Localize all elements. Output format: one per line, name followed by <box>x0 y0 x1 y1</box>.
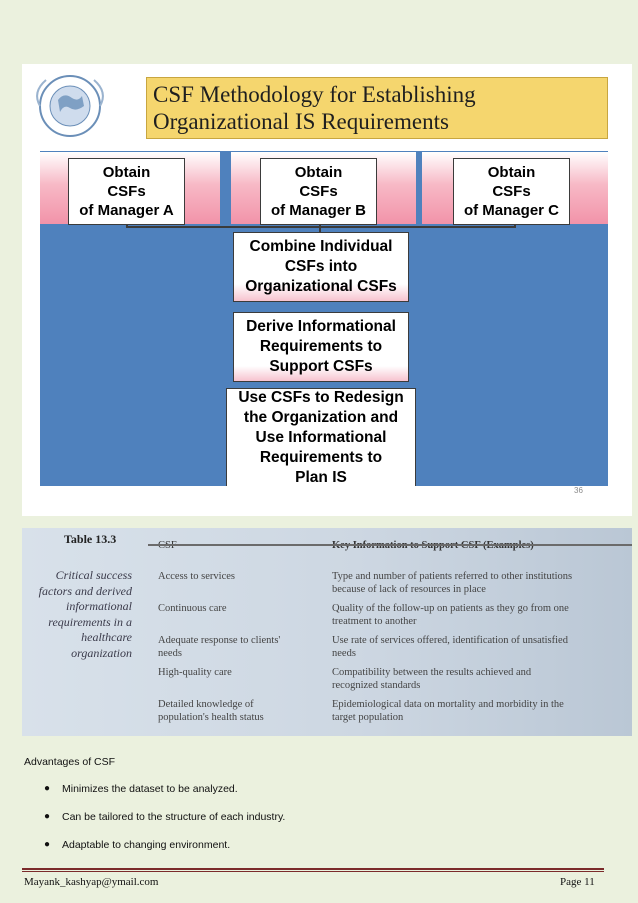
slide-title-line1: CSF Methodology for Establishing <box>153 82 476 107</box>
table-row-5-csf <box>158 699 264 724</box>
bullet-icon: ● <box>44 839 51 850</box>
advantage-item: Adaptable to changing environment. <box>62 839 231 851</box>
connector-horizontal <box>126 226 516 228</box>
bullet-icon: ● <box>44 783 51 794</box>
manager-c-line3: of Manager C <box>463 202 559 219</box>
cell-line: Continuous care <box>158 603 227 614</box>
caption-line: Critical success <box>55 568 132 582</box>
cell-line: Type and number of patients referred to other institutions <box>332 571 573 582</box>
manager-b-line3: of Manager B <box>270 202 366 219</box>
step3-line4: Requirements to <box>259 448 383 466</box>
cell-line: recognized standards <box>332 679 421 691</box>
caption-line: factors and derived <box>38 583 132 598</box>
slide-number: 36 <box>574 486 583 495</box>
table-header-rule <box>148 544 632 546</box>
table-row-2-info <box>332 603 569 628</box>
cell-line: because of lack of resources in place <box>332 583 486 595</box>
cell-line: Access to services <box>158 571 235 582</box>
footer-page-number: Page 11 <box>560 876 595 888</box>
table-caption <box>22 568 132 661</box>
manager-a-line2: CSFs <box>107 183 146 200</box>
table-row-4-csf <box>158 667 232 680</box>
step2-line3: Support CSFs <box>269 358 373 375</box>
step3-line2: the Organization and <box>243 408 399 426</box>
institute-seal-logo <box>30 70 126 142</box>
table-row-3-info <box>332 635 568 660</box>
footer-rule <box>22 868 604 870</box>
manager-b-line1: Obtain <box>294 164 343 181</box>
manager-b-line2: CSFs <box>299 183 338 200</box>
table-row-2-csf <box>158 603 227 616</box>
cell-line: Epidemiological data on mortality and morbidity in the <box>332 699 564 710</box>
cell-line: treatment to another <box>332 615 417 627</box>
caption-line: organization <box>71 645 132 660</box>
manager-box-a <box>68 158 185 225</box>
table-row-1-info <box>332 571 572 596</box>
table-title: Table 13.3 <box>64 532 117 546</box>
caption-line: requirements in a <box>48 614 132 629</box>
manager-box-c <box>453 158 570 225</box>
advantage-item: Minimizes the dataset to be analyzed. <box>62 783 238 795</box>
step1-line1: Combine Individual <box>249 238 393 255</box>
caption-line: healthcare <box>81 630 132 644</box>
step3-line5: Plan IS <box>295 468 347 486</box>
cell-line: Use rate of services offered, identification of unsatisfied <box>332 635 568 646</box>
manager-c-line1: Obtain <box>487 164 536 181</box>
step2-line1: Derive Informational <box>246 318 396 335</box>
table-image <box>22 528 632 736</box>
footer-rule <box>22 871 604 872</box>
bullet-icon: ● <box>44 811 51 822</box>
cell-line: Compatibility between the results achieved and <box>332 667 532 678</box>
combine-csfs-box <box>233 232 409 302</box>
cell-line: target population <box>332 711 404 723</box>
step1-line3: Organizational CSFs <box>245 278 397 295</box>
derive-requirements-box <box>233 312 409 382</box>
manager-a-line3: of Manager A <box>79 202 174 219</box>
slide-title-box <box>146 77 608 139</box>
manager-box-b <box>260 158 377 225</box>
table-row-5-info <box>332 699 564 724</box>
advantage-item: Can be tailored to the structure of each industry. <box>62 811 286 823</box>
cell-line: needs <box>332 647 356 659</box>
step2-line2: Requirements to <box>259 338 383 355</box>
table-row-1-csf <box>158 571 235 584</box>
manager-a-line1: Obtain <box>102 164 151 181</box>
redesign-organization-box <box>226 388 416 486</box>
cell-line: Adequate response to clients' <box>158 635 281 646</box>
cell-line: High-quality care <box>158 667 232 678</box>
footer-email: Mayank_kashyap@ymail.com <box>24 876 159 888</box>
table-row-3-csf <box>158 635 280 660</box>
step1-line2: CSFs into <box>284 258 358 275</box>
cell-line: needs <box>158 647 182 659</box>
slide-image <box>22 64 632 516</box>
caption-line: informational <box>65 599 132 613</box>
cell-line: Detailed knowledge of <box>158 699 254 710</box>
cell-line: population's health status <box>158 711 264 723</box>
manager-c-line2: CSFs <box>492 183 531 200</box>
table-row-4-info <box>332 667 531 692</box>
cell-line: Quality of the follow-up on patients as they go from one <box>332 603 569 614</box>
step3-line3: Use Informational <box>255 428 387 446</box>
advantages-heading: Advantages of CSF <box>24 756 116 768</box>
step3-line1: Use CSFs to Redesign <box>238 388 404 406</box>
slide-title-line2: Organizational IS Requirements <box>153 109 449 134</box>
